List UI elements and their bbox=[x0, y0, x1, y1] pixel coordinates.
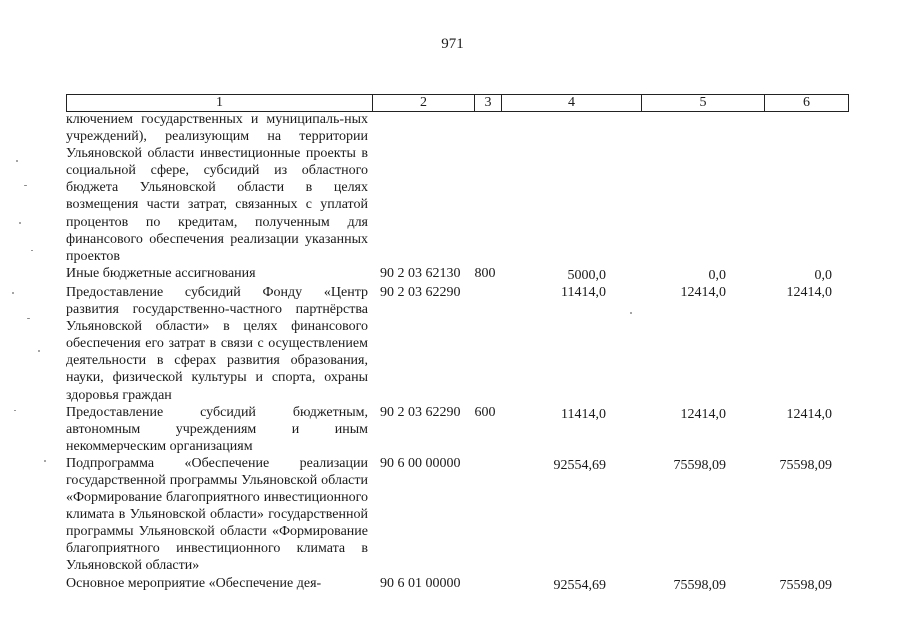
row-code: 90 2 03 62130 bbox=[380, 265, 461, 281]
table-body bbox=[66, 111, 856, 594]
row-value-col6: 75598,09 bbox=[779, 457, 832, 473]
row-value-col5 bbox=[610, 111, 738, 265]
row-value-col4: 92554,69 bbox=[553, 577, 606, 593]
header-col-1: 1 bbox=[67, 95, 373, 111]
row-code bbox=[368, 111, 468, 265]
scan-speck bbox=[31, 250, 33, 251]
header-col-3: 3 bbox=[475, 95, 502, 111]
row-description: Предоставление субсидий бюджетным, автономным учреждениям и иным некоммерческим организациям bbox=[66, 404, 368, 454]
scan-speck bbox=[14, 410, 16, 411]
row-value-col4: 11414,0 bbox=[561, 406, 606, 422]
row-value-col6: 0,0 bbox=[814, 267, 832, 283]
row-type bbox=[468, 455, 502, 575]
scan-speck bbox=[16, 160, 18, 162]
row-value-col4: 11414,0 bbox=[561, 284, 606, 300]
row-code: 90 6 01 00000 bbox=[380, 575, 461, 591]
row-type bbox=[468, 284, 502, 404]
scan-speck bbox=[12, 292, 14, 294]
row-value-col5: 75598,09 bbox=[673, 457, 726, 473]
header-col-2: 2 bbox=[373, 95, 475, 111]
row-value-col5: 75598,09 bbox=[673, 577, 726, 593]
row-value-col6: 75598,09 bbox=[779, 577, 832, 593]
row-description: Предоставление субсидий Фонду «Центр развития государственно-частного партнёрства Ульяновской области» в целях финансового обеспечения его затрат в связи с осуществлением деятельности в сферах развития образования, науки, физической культуры и спорта, охраны здоровья граждан bbox=[66, 284, 368, 403]
row-code: 90 2 03 62290 bbox=[380, 284, 461, 300]
table-row bbox=[66, 111, 856, 265]
scan-speck bbox=[27, 318, 30, 319]
scan-speck bbox=[19, 222, 21, 224]
row-code: 90 2 03 62290 bbox=[380, 404, 461, 420]
header-col-4: 4 bbox=[502, 95, 642, 111]
table-row bbox=[66, 455, 856, 575]
scan-speck bbox=[38, 350, 40, 352]
scan-speck bbox=[630, 312, 632, 314]
table-row bbox=[66, 575, 856, 594]
header-col-6: 6 bbox=[803, 95, 810, 110]
row-value-col5: 12414,0 bbox=[680, 284, 726, 300]
row-description: Подпрограмма «Обеспечение реализации государственной программы Ульяновской области «Формирование благоприятного инвестиционного климата в Ульяновской области» государственной программы Ульяновской области «Формирование благоприятного инвестиционного климата в Ульяновской области» bbox=[66, 455, 368, 574]
table-row bbox=[66, 265, 856, 284]
row-value-col4 bbox=[502, 111, 610, 265]
row-type: 800 bbox=[474, 265, 496, 281]
row-value-col4: 5000,0 bbox=[567, 267, 606, 283]
row-type: 600 bbox=[474, 404, 496, 420]
row-value-col5: 12414,0 bbox=[680, 406, 726, 422]
row-type bbox=[468, 111, 502, 265]
table-header bbox=[66, 94, 849, 112]
table-row bbox=[66, 404, 856, 455]
row-type bbox=[468, 575, 502, 594]
row-value-col5: 0,0 bbox=[708, 267, 726, 283]
row-value-col6 bbox=[738, 111, 856, 265]
row-description: ключением государственных и муниципаль-ных учреждений), реализующим на территории Ульяновской области инвестиционные проекты в социальной сфере, субсидий из областного бюджета Ульяновской области в целях возмещения части затрат, связанных с уплатой процентов по кредитам, полученным для финансового обеспечения реализации указанных проектов bbox=[66, 112, 368, 264]
page-number: 971 bbox=[441, 36, 464, 52]
row-description: Основное мероприятие «Обеспечение дея- bbox=[66, 575, 322, 591]
row-value-col4: 92554,69 bbox=[553, 457, 606, 473]
scan-speck bbox=[24, 185, 27, 186]
row-value-col6: 12414,0 bbox=[786, 284, 832, 300]
table-row bbox=[66, 284, 856, 404]
header-col-5: 5 bbox=[642, 95, 765, 111]
scan-speck bbox=[44, 460, 46, 462]
row-description: Иные бюджетные ассигнования bbox=[66, 265, 256, 281]
row-code: 90 6 00 00000 bbox=[380, 455, 461, 471]
row-value-col6: 12414,0 bbox=[786, 406, 832, 422]
